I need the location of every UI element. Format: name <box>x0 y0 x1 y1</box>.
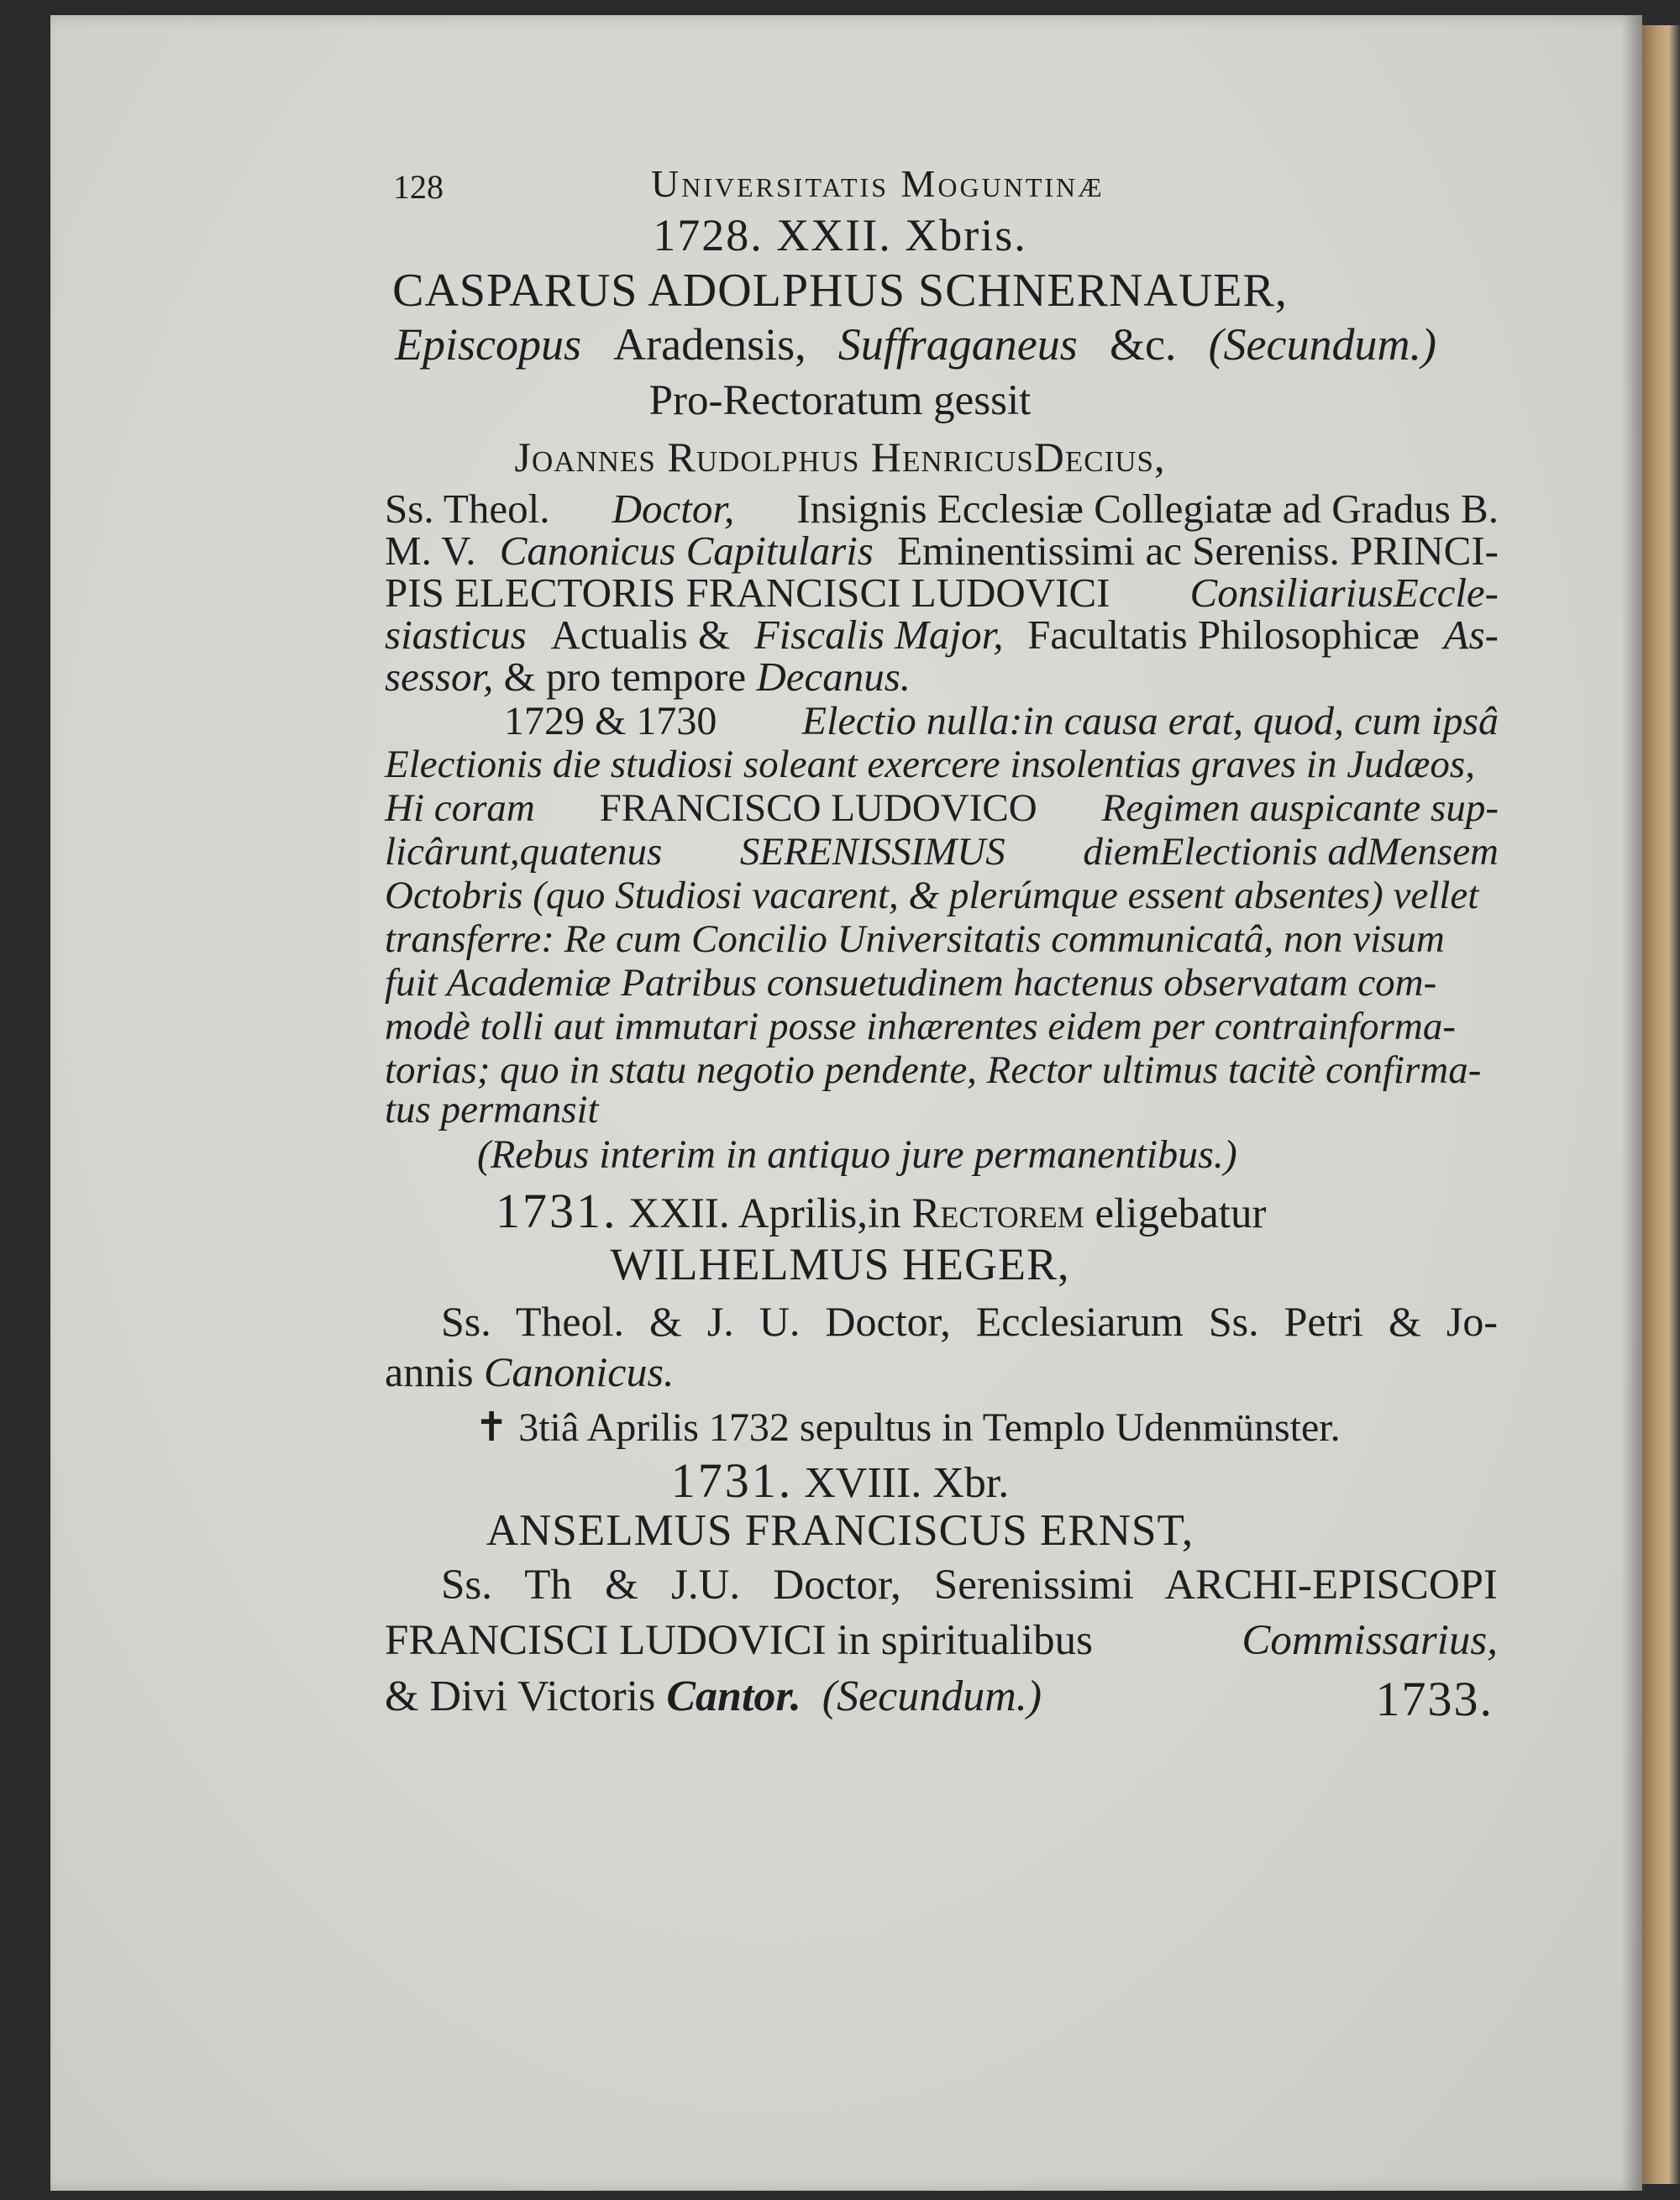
text-span: Facultatis Philosophicæ <box>1027 612 1420 658</box>
text-span: Regimen auspicante sup- <box>1101 786 1499 830</box>
text-span: & pro tempore <box>503 654 747 700</box>
rectorem-word: Rectorem <box>911 1190 1084 1237</box>
text-span: PIS ELECTORIS FRANCISCI LUDOVICI <box>385 570 1110 616</box>
note-1729-line: torias; quo in statu negotio pendente, Rector ultimus tacitè confirma- <box>385 1048 1482 1092</box>
text-span: & Divi Victoris <box>385 1672 656 1720</box>
note-1729-line <box>385 832 1499 872</box>
text-span: Actualis & <box>550 612 731 658</box>
text-span: SERENISSIMUS <box>739 830 1005 874</box>
title-aradensis: Aradensis, <box>613 319 806 370</box>
note-closing: (Rebus interim in antiquo jure permanentibus.) <box>477 1132 1237 1177</box>
title-etc: &c. <box>1109 319 1177 370</box>
decius-description-line <box>385 654 1499 700</box>
text-span: Canonicus. <box>484 1348 675 1395</box>
ernst-last-line <box>385 1672 1494 1726</box>
page-number: 128 <box>393 168 444 206</box>
text-span: siasticus <box>385 612 527 658</box>
entry-year: 1731. <box>670 1453 794 1508</box>
text-span: sessor, <box>385 654 494 700</box>
text-span: Cantor. <box>666 1672 801 1720</box>
note-1729-line: transferre: Re cum Concilio Universitatis communicatâ, non visum <box>385 917 1445 961</box>
text-span: Canonicus Capitularis <box>499 528 874 574</box>
rector-name-schnernauer: CASPARUS ADOLPHUS SCHNERNAUER, <box>392 265 1288 317</box>
text-span: Hi coram <box>385 786 535 830</box>
text-span: Eminentissimi ac Sereniss. PRINCI- <box>897 528 1499 574</box>
decius-description-line <box>385 612 1499 658</box>
cross-icon: ✝ <box>475 1405 509 1450</box>
text-span: As- <box>1443 612 1499 658</box>
ernst-description-line: Ss. Th & J.U. Doctor, Serenissimi ARCHI-EPISCOPI <box>441 1562 1498 1609</box>
text-span: FRANCISCI LUDOVICI in spiritualibus <box>385 1617 1093 1664</box>
catchword: 1733. <box>1375 1672 1494 1726</box>
death-note-line <box>475 1405 1341 1450</box>
decius-description-line <box>385 570 1499 616</box>
text-span: (Secundum.) <box>822 1672 1042 1720</box>
heger-description-line: Ss. Theol. & J. U. Doctor, Ecclesiarum Ss. Petri & Jo- <box>441 1298 1498 1345</box>
title-secundum: (Secundum.) <box>1208 319 1436 370</box>
note-1729-line: Octobris (quo Studiosi vacarent, & plerúmque essent absentes) vellet <box>385 874 1479 917</box>
entry-date-rest: XVIII. Xbr. <box>804 1459 1010 1507</box>
facing-page-edge <box>1642 25 1680 2184</box>
rector-name-ernst: ANSELMUS FRANCISCUS ERNST, <box>486 1506 1194 1555</box>
note-1729-line <box>504 701 1499 742</box>
text-span: FRANCISCO LUDOVICO <box>599 786 1037 830</box>
entry-date-rest: XXII. Aprilis,in <box>628 1190 901 1237</box>
decius-description-line <box>385 528 1499 574</box>
title-episcopus: Episcopus <box>395 319 581 370</box>
text-span: ConsiliariusEccle- <box>1189 570 1499 616</box>
eligebatur-word: eligebatur <box>1095 1190 1267 1237</box>
note-1729-line: tus permansit <box>385 1088 599 1132</box>
ernst-description-line <box>385 1617 1498 1664</box>
decius-description-line <box>385 486 1499 532</box>
text-span: diemElectionis adMensem <box>1083 830 1499 874</box>
note-1729-line <box>385 786 1499 830</box>
entry-date-1728: 1728. XXII. Xbris. <box>653 210 1027 260</box>
text-span: M. V. <box>385 528 476 574</box>
text-span: annis <box>385 1348 474 1395</box>
text-span: licârunt,quatenus <box>385 830 663 874</box>
title-suffraganeus: Suffraganeus <box>837 319 1078 370</box>
text-span: Insignis Ecclesiæ Collegiatæ ad Gradus B. <box>796 486 1499 532</box>
rector-name-heger: WILHELMUS HEGER, <box>610 1239 1070 1289</box>
text-span: 1729 & 1730 <box>504 699 717 743</box>
note-1729-line: fuit Academiæ Patribus consuetudinem hactenus observatam com- <box>385 961 1437 1005</box>
text-span: Ss. Theol. <box>385 486 550 532</box>
heger-description-line <box>385 1348 675 1395</box>
running-header: Universitatis Moguntinæ <box>651 162 1105 205</box>
rector-title-line <box>395 319 1436 370</box>
entry-year: 1731. <box>496 1184 618 1238</box>
text-span: Commissarius, <box>1242 1617 1498 1664</box>
prorector-name-decius: Joannes Rudolphus HenricusDecius, <box>514 433 1166 480</box>
text-span: Electio nulla:in causa erat, quod, cum ipsâ <box>801 699 1499 743</box>
text-span: Doctor, <box>612 486 735 532</box>
text-span: Decanus. <box>756 654 911 700</box>
entry-date-1731-december <box>0 1453 1680 1508</box>
entry-date-1731-april <box>496 1184 1267 1238</box>
death-note: 3tiâ Aprilis 1732 sepultus in Templo Udenmünster. <box>518 1405 1341 1450</box>
note-1729-line: modè tolli aut immutari posse inhærentes eidem per contrainforma- <box>385 1005 1456 1048</box>
note-1729-line: Electionis die studiosi soleant exercere insolentias graves in Judæos, <box>385 743 1475 786</box>
text-span: Fiscalis Major, <box>753 612 1004 658</box>
prorectoratum-line: Pro-Rectoratum gessit <box>648 377 1032 424</box>
last-line-group <box>385 1672 1042 1724</box>
